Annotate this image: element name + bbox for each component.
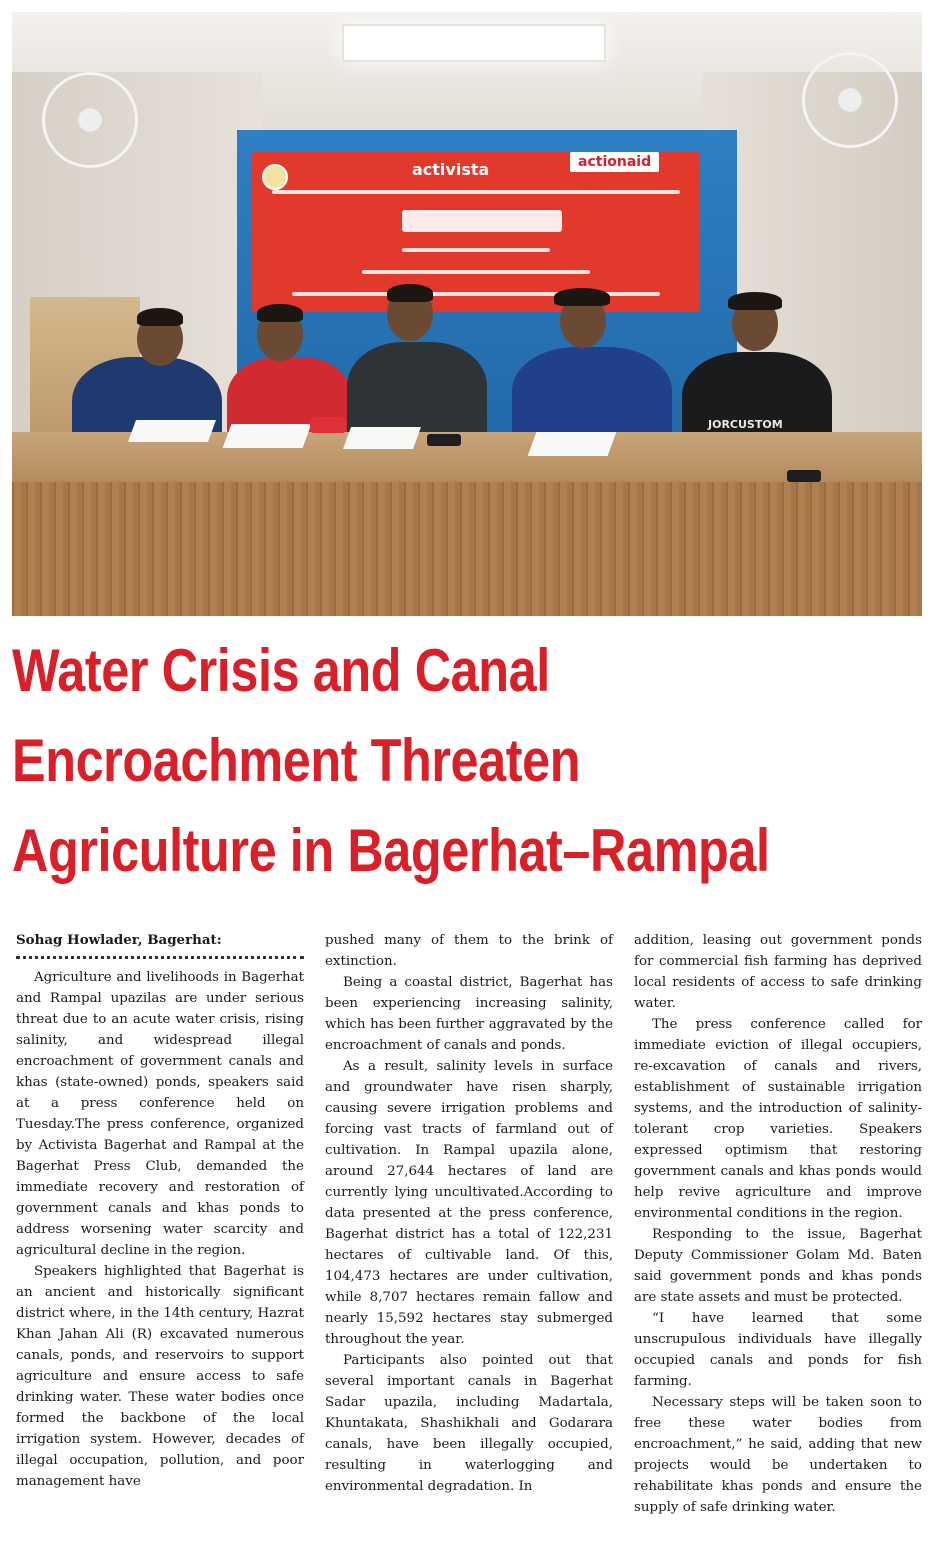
table-front-panel bbox=[12, 482, 922, 616]
press-conference-photo bbox=[12, 12, 922, 616]
headline-line-2: Encroachment Threaten bbox=[12, 727, 581, 794]
headline-line-3: Agriculture in Bagerhat–Rampal bbox=[12, 817, 770, 884]
speaker-1-hair bbox=[137, 308, 183, 326]
paragraph: The press conference called for immediate eviction of illegal occupiers, re-excavation of canals and rivers, establishment of sustainable irrigation systems, and the introduction of salinity-tolerant crop varieties. Speakers expressed optimism that restoring government canals and khas ponds would help revive agriculture and improve environmental conditions in the region. bbox=[634, 1017, 922, 1221]
paragraph: addition, leasing out government ponds for commercial fish farming has deprived local residents of access to safe drinking water. bbox=[634, 933, 922, 1011]
banner-activista: activista bbox=[412, 160, 490, 179]
banner-title-block bbox=[402, 210, 562, 232]
article-column-3 bbox=[634, 930, 922, 1518]
speaker-4-hair bbox=[554, 288, 610, 306]
conference-banner bbox=[252, 152, 700, 312]
banner-text-line bbox=[402, 248, 550, 252]
document-paper bbox=[128, 420, 216, 442]
paragraph: Speakers highlighted that Bagerhat is an ancient and historically significant district where, in the 14th century, Hazrat Khan Jahan Ali (R) excavated numerous canals, ponds, and reservoirs to support agriculture and ensure access to safe drinking water. These water bodies once formed the backbone of the local irrigation system. However, decades of illegal occupation, pollution, and poor management have bbox=[16, 1264, 304, 1489]
speaker-2-hair bbox=[257, 304, 303, 322]
document-paper bbox=[528, 432, 617, 456]
headline-line-1: Water Crisis and Canal bbox=[12, 637, 550, 704]
paragraph: As a result, salinity levels in surface and groundwater have risen sharply, causing severe irrigation problems and forcing vast tracts of farmland out of cultivation. In Rampal upazila alone, around 27,644 hectares of land are currently lying uncultivated.According to data presented at the press conference, Bagerhat district has a total of 122,231 hectares of cultivable land. Of this, 104,473 hectares are under cultivation, while 8,707 hectares remain fallow and nearly 15,592 hectares stay submerged throughout the year. bbox=[325, 1059, 613, 1347]
article-column-2 bbox=[325, 930, 613, 1497]
paragraph: Being a coastal district, Bagerhat has been experiencing increasing salinity, which has been further aggravated by the encroachment of canals and ponds. bbox=[325, 975, 613, 1053]
paragraph: pushed many of them to the brink of extinction. bbox=[325, 933, 613, 969]
paragraph: “I have learned that some unscrupulous individuals have illegally occupied canals and ponds for fish farming. bbox=[634, 1311, 922, 1389]
banner-text-line bbox=[272, 190, 680, 194]
wall-fan-left-icon bbox=[42, 72, 138, 168]
speaker-3-hair bbox=[387, 284, 433, 302]
article-column-1 bbox=[16, 930, 304, 1492]
microphone-icon bbox=[310, 417, 346, 433]
speaker-5-hair bbox=[728, 292, 782, 310]
phone-icon bbox=[787, 470, 821, 482]
paragraph: Necessary steps will be taken soon to free these water bodies from encroachment,” he said, adding that new projects would be undertaken to rehabilitate khas ponds and ensure the supply of safe drinking water. bbox=[634, 1395, 922, 1515]
paragraph: Responding to the issue, Bagerhat Deputy Commissioner Golam Md. Baten said government ponds and khas ponds are state assets and must be protected. bbox=[634, 1227, 922, 1305]
wall-fan-right-icon bbox=[802, 52, 898, 148]
shirt-text: JORCUSTOM bbox=[708, 418, 783, 431]
paragraph: Participants also pointed out that several important canals in Bagerhat Sadar upazila, including Madartala, Khuntakata, Shashikhali and Godarara canals, have been illegally occupied, resulting in waterlogging and environmental degradation. In bbox=[325, 1353, 613, 1494]
ceiling-light bbox=[342, 24, 606, 62]
paragraph: Agriculture and livelihoods in Bagerhat and Rampal upazilas are under serious threat due to an acute water crisis, rising salinity, and widespread illegal encroachment of government canals and khas (state-owned) ponds, speakers said at a press conference held on Tuesday.The press conference, organized by Activista Bagerhat and Rampal at the Bagerhat Press Club, demanded the immediate recovery and restoration of government canals and khas ponds to address worsening water scarcity and agricultural decline in the region. bbox=[16, 970, 304, 1258]
document-paper bbox=[343, 427, 421, 449]
banner-actionaid: actionaid bbox=[570, 152, 659, 172]
document-paper bbox=[223, 424, 312, 448]
headline bbox=[12, 626, 778, 896]
phone-icon bbox=[427, 434, 461, 446]
byline: Sohag Howlader, Bagerhat: bbox=[16, 930, 304, 959]
organization-logo-icon bbox=[262, 164, 288, 190]
banner-text-line bbox=[362, 270, 590, 274]
